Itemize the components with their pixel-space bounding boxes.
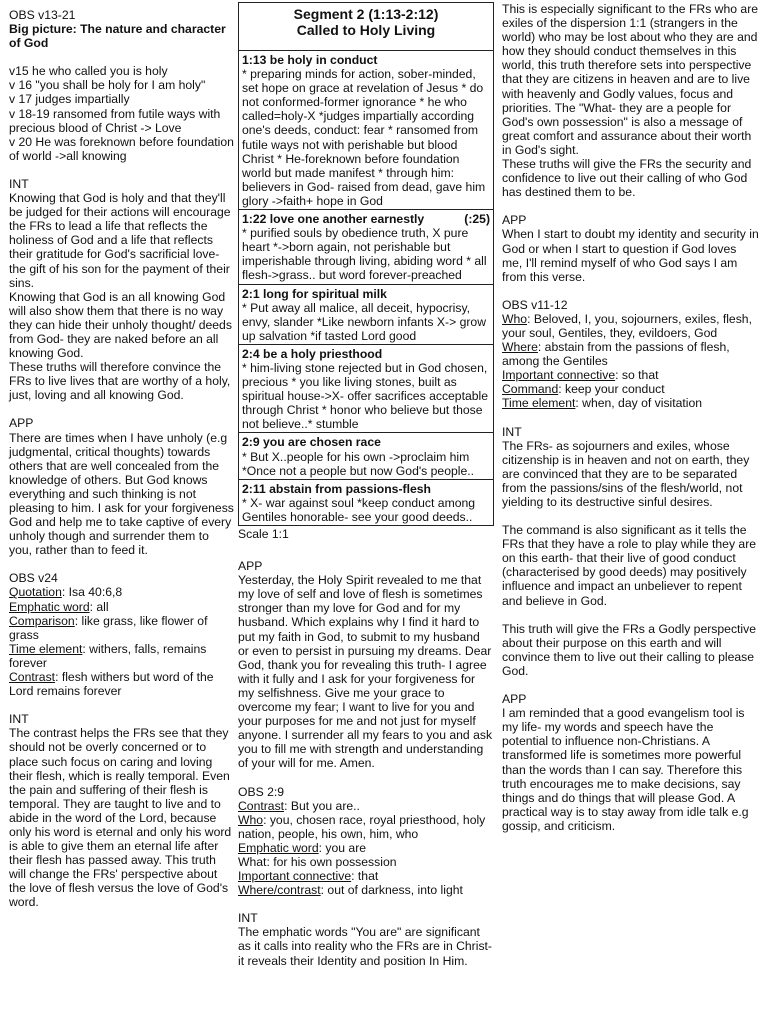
obs-value: : you are	[318, 840, 367, 855]
box-text: * him-living stone rejected but in God chosen, precious * you like living stones, built as spiritual house->X- offer sacrifices acceptable through Christ * honor who believe but those not believe..* stumble	[242, 360, 489, 432]
obs-label: Time element	[502, 396, 576, 411]
int-paragraph: The command is also significant as it tells the FRs that they have a role to play while they are on this earth- that their live of good conduct (characterised by good deeds) may positively influence and impact an unbeliever to repent and believe in God.	[502, 523, 757, 608]
box-title: 1:22 love one another earnestly	[242, 212, 425, 227]
obs-value: : Isa 40:6,8	[61, 585, 123, 600]
obs-value: : so that	[615, 368, 659, 383]
obs-line: v 16 "you shall be holy for I am holy"	[9, 78, 206, 93]
obs-item	[502, 340, 760, 368]
obs-value: : keep your conduct	[558, 382, 665, 397]
obs-item	[238, 813, 494, 841]
obs-item	[502, 396, 760, 410]
outline-box	[238, 210, 494, 284]
obs-item	[9, 670, 235, 698]
obs-item	[238, 883, 494, 897]
obs-value: : out of darkness, into light	[320, 883, 463, 898]
int2-heading: INT	[9, 712, 29, 727]
obs-value: : abstain from the passions of flesh, among the Gentiles	[502, 340, 730, 369]
int-paragraph: Knowing that God is holy and that they'll be judged for their actions will encourage the FRs to lead a life that reflects the holiness of God and a life that reflects their gratitude for God's sacrificial love- the gift of his son for the payment of their sins.	[9, 191, 231, 290]
app-text: There are times when I have unholy (e.g judgmental, critical thoughts) towards others that are well concealed from the knowledge of others. But God knows everything and such thinking is not pleasing to him. I ask for your forgiveness God and help me to take captive of every unholy though and surrender them to you, rather than to feed it.	[9, 430, 234, 558]
int-heading: INT	[502, 424, 522, 439]
obs-label: Who	[502, 311, 528, 326]
box-title-note: (:25)	[464, 212, 490, 227]
segment-header	[238, 2, 494, 51]
segment-title: Segment 2 (1:13-2:12)	[293, 6, 439, 22]
left-column	[9, 8, 235, 910]
obs-label: Comparison	[9, 613, 75, 628]
box-title: 2:1 long for spiritual milk	[242, 286, 387, 301]
outline-box	[238, 51, 494, 210]
outline-box	[238, 433, 494, 479]
obs-item	[502, 368, 760, 382]
int-paragraph: Knowing that God is an all knowing God will also show them that there is no way they can hide their unholy thought/ deeds from God- they are naked before an all knowing God.	[9, 289, 232, 361]
obs-line: v 20 He was foreknown before foundation of world ->all knowing	[9, 134, 234, 163]
obs-item	[238, 799, 494, 813]
obs-line: v15 he who called you is holy	[9, 64, 168, 79]
int-paragraph: The FRs- as sojourners and exiles, whose citizenship is in heaven and not on earth, they are convinced that they are to be separated from the passions/sins of the flesh/world, not yielding to its destructive sinful desires.	[502, 438, 750, 509]
obs-item	[502, 382, 760, 396]
obs-value: : flesh withers but word of the Lord remains forever	[9, 670, 214, 699]
obs-label: Emphatic word	[238, 840, 319, 855]
obs-value: What: for his own possession	[238, 854, 397, 869]
obs-value: : when, day of visitation	[575, 396, 703, 411]
app-heading: APP	[502, 213, 527, 228]
obs-item	[9, 614, 235, 642]
box-title: 2:4 be a holy priesthood	[242, 346, 383, 361]
app-heading: APP	[238, 559, 263, 574]
box-text: * purified souls by obedience truth, X pure heart *->born again, not perishable but imperishable through living, abiding word * all flesh->grass.. but word forever-preached	[242, 226, 487, 283]
app2-text: I am reminded that a good evangelism tool is my life- my words and speech have the potential to influence non-Christians. A transformed life is sometimes more powerful than the words than I can say. Therefore this truth encourages me to make decisions, say things and do things that will please God. A practical way is to stay away from idle talk e.g gossip, and criticism.	[502, 706, 749, 833]
int-heading: INT	[9, 176, 29, 191]
obs-v11-12-heading: OBS v11-12	[502, 297, 568, 312]
obs-lines	[9, 64, 235, 163]
int-paragraph: This truth will give the FRs a Godly perspective about their purpose on this earth and will convince them to live out their calling to please God.	[502, 621, 757, 678]
obs-value: : that	[351, 869, 379, 884]
obs-item	[238, 841, 494, 855]
box-title: 2:9 you are chosen race	[242, 435, 381, 450]
outline-box	[238, 285, 494, 345]
box-title: 1:13 be holy in conduct	[242, 53, 378, 67]
box-text: * Put away all malice, all deceit, hypocrisy, envy, slander *Like newborn infants X-> grow up salvation *if tasted Lord good	[242, 300, 486, 343]
big-picture-heading: Big picture: The nature and character of God	[9, 22, 226, 51]
obs-2-9-heading: OBS 2:9	[238, 784, 285, 799]
obs-item	[9, 642, 235, 670]
obs-value: : Beloved, I, you, sojourners, exiles, flesh, your soul, Gentiles, they, evildoers, God	[502, 311, 752, 340]
app-heading: APP	[9, 416, 34, 431]
obs-value: : withers, falls, remains forever	[9, 641, 207, 670]
int-text: The emphatic words "You are" are significant as it calls into reality who the FRs are in Christ- it reveals their Identity and position In Him.	[238, 925, 492, 968]
app-text: When I start to doubt my identity and security in God or when I start to question if God loves me, I'll remind myself of who God says I am from this verse.	[502, 227, 759, 284]
middle-column	[238, 2, 494, 968]
obs-line: v 18-19 ransomed from futile ways with precious blood of Christ -> Love	[9, 106, 221, 135]
int2-text: The contrast helps the FRs see that they should not be overly concerned or to place such focus on caring and loving their flesh, which is really temporal. Even the pain and suffering of their flesh is temporal. They are taught to live and to abide in the word of the Lord, because only his word is eternal and only his word is able to give them an eternal life after their flesh has passed away. This truth will change the FRs' perspective about the love of flesh versus the love of God's word.	[9, 726, 232, 910]
obs-item	[238, 869, 494, 883]
obs-item	[9, 585, 235, 599]
app-text: Yesterday, the Holy Spirit revealed to me that my love of self and love of flesh is sometimes stronger than my love for God and for my husband. Which explains why I find it hard to put my faith in God, to submit to my husband or even to persist in pursuing my dreams. Dear God, thank you for revealing this truth- I agree with it fully and I ask for your forgiveness for my selfishness. Give me your grace to overcome my fear; I want to live for you and your purposes for me and not just for myself anyone. I surrender all my fears to you and ask you to fill me with strength and understanding of your will for me. Amen.	[238, 573, 493, 771]
obs-item	[502, 312, 760, 340]
int-heading: INT	[238, 911, 258, 926]
obs-label: Emphatic word	[9, 599, 90, 614]
obs-label: Where	[502, 340, 538, 355]
intro-text: This is especially significant to the FRs who are exiles of the dispersion 1:1 (strangers in the world) who may be lost about who they are and how they should conduct themselves in this world, this truth therefore sets into perspective that they are citizens in heaven and are to live with heavenly and Godly values, focus and priorities. The "What- they are a people for God's own possession" is also a message of great comfort and assurance about their worth in God's sight.	[502, 2, 759, 157]
obs-label: Contrast	[238, 798, 285, 813]
obs-line: v 17 judges impartially	[9, 92, 130, 107]
obs-label: Quotation	[9, 585, 62, 600]
box-text: * X- war against soul *keep conduct among Gentiles honorable- see your good deeds..	[242, 495, 476, 524]
obs-value: : you, chosen race, royal priesthood, holy nation, people, his own, him, who	[238, 812, 486, 841]
scale-label: Scale 1:1	[238, 527, 289, 541]
segment-subtitle: Called to Holy Living	[296, 22, 436, 38]
obs-value: : all	[89, 599, 109, 614]
app2-heading: APP	[502, 692, 527, 707]
obs-heading: OBS v13-21	[9, 8, 76, 22]
obs-label: Time element	[9, 641, 83, 656]
obs-item	[238, 855, 494, 869]
intro-text-2: These truths will give the FRs the security and confidence to live out their calling of who God has destined them to be.	[502, 157, 752, 200]
outline-box	[238, 480, 494, 526]
obs-value: : But you are..	[284, 798, 360, 813]
obs-label: Important connective	[502, 368, 616, 383]
box-text: * But X..people for his own ->proclaim him *Once not a people but now God's people..	[242, 449, 475, 478]
obs-label: Who	[238, 812, 264, 827]
obs-label: Where/contrast	[238, 883, 321, 898]
box-title: 2:11 abstain from passions-flesh	[242, 481, 431, 496]
int-paragraph: These truths will therefore convince the FRs to live lives that are worthy of a holy, just, loving and all knowing God.	[9, 360, 231, 403]
outline-box	[238, 345, 494, 434]
obs-label: Contrast	[9, 670, 56, 685]
obs-item	[9, 600, 235, 614]
obs-v24-heading: OBS v24	[9, 571, 58, 586]
right-column	[502, 2, 760, 833]
box-text: * preparing minds for action, sober-minded, set hope on grace at revelation of Jesus * do not conformed-former ignorance * he who called=holy-X *judges impartially according one's deeds, conduct: fear * ransomed from futile ways not with perishable but blood Christ * He-foreknown before foundation world but made manifest * through him: believers in God- raised from dead, gave him glory ->faith+ hope in God	[242, 67, 486, 208]
obs-label: Command	[502, 382, 559, 397]
obs-label: Important connective	[238, 869, 352, 884]
obs-value: : like grass, like flower of grass	[9, 613, 208, 642]
